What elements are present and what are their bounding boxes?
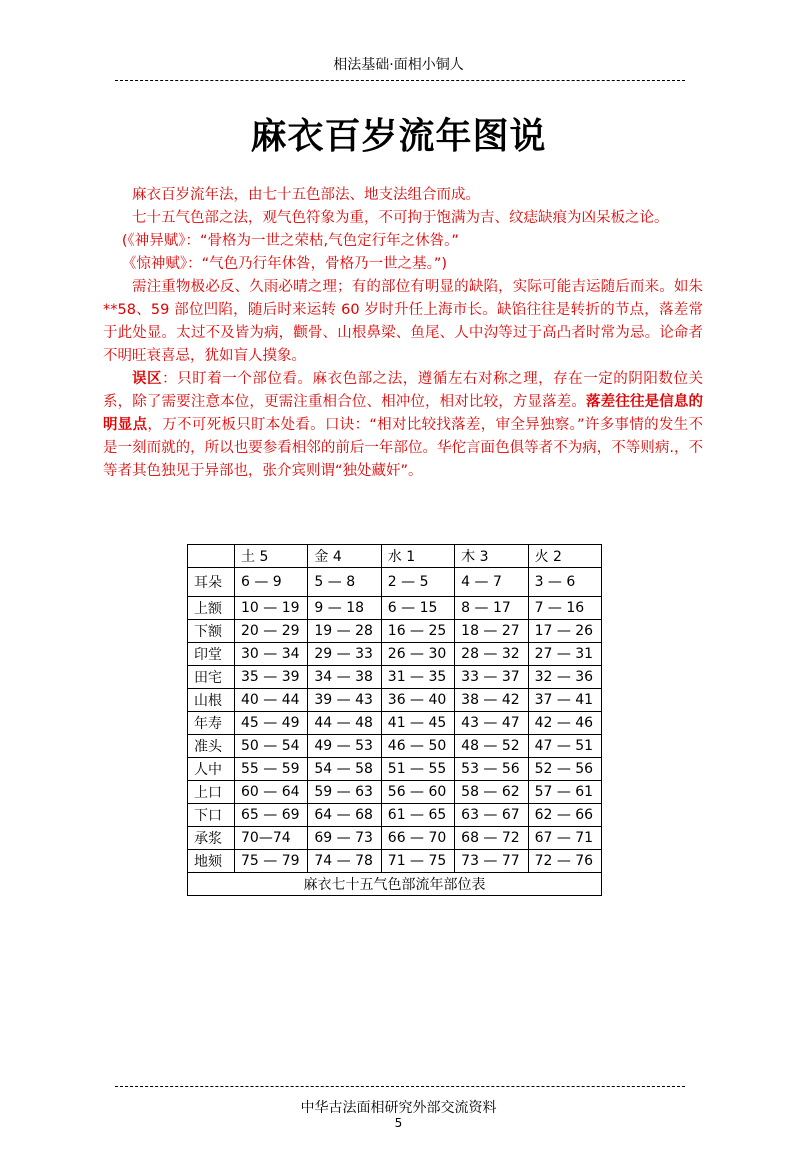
table-cell: 36 — 40 [381,689,454,712]
table-cell: 62 — 66 [528,804,601,827]
table-cell: 45 — 49 [235,712,308,735]
table-cell: 68 — 72 [455,827,528,850]
table-row-label: 准头 [188,735,235,758]
page-number: 5 [394,1116,403,1130]
table-row [188,620,602,643]
table-cell: 16 — 25 [381,620,454,643]
paragraph-1: 麻衣百岁流年法，由七十五色部法、地支法组合而成。 [132,187,480,203]
table-cell: 38 — 42 [455,689,528,712]
table-cell: 66 — 70 [381,827,454,850]
table-cell: 65 — 69 [235,804,308,827]
table-cell: 75 — 79 [235,850,308,873]
table-row-label: 年寿 [188,712,235,735]
table-cell: 6 — 9 [235,568,308,597]
table-row [188,597,602,620]
table-row-label: 山根 [188,689,235,712]
table-cell: 33 — 37 [455,666,528,689]
table-header-cell: 金 4 [308,545,381,568]
table-row [188,781,602,804]
table-row-label: 人中 [188,758,235,781]
table-header-cell [188,545,235,568]
table-cell: 64 — 68 [308,804,381,827]
table-header-row [188,545,602,568]
table-cell: 52 — 56 [528,758,601,781]
page-title: 麻衣百岁流年图说 [250,116,547,157]
paragraph-4: 《惊神赋》：“气色乃行年休咎，骨格乃一世之基。”) [121,256,448,272]
table-row-label: 上口 [188,781,235,804]
table-cell: 37 — 41 [528,689,601,712]
misconception-label: 误区 [132,371,163,387]
table-cell: 26 — 30 [381,643,454,666]
table-cell: 6 — 15 [381,597,454,620]
table-row-label: 承浆 [188,827,235,850]
table-cell: 30 — 34 [235,643,308,666]
table-cell: 48 — 52 [455,735,528,758]
table-cell: 27 — 31 [528,643,601,666]
table-cell: 73 — 77 [455,850,528,873]
table-cell: 70—74 [235,827,308,850]
paragraph-5: 需注重物极必反、久雨必晴之理；有的部位有明显的缺陷，实际可能吉运随后而来。如朱**58、59 部位凹陷，随后时来运转 60 岁时升任上海市长。缺馅往往是转折的节点，落差常于此处显。太过不及皆为病，颧骨、山根鼻梁、鱼尾、人中沟等过于高凸者时常为忌。论命者不明旺衰喜忌，犹如盲人摸象。 [103,279,703,364]
table-cell: 19 — 28 [308,620,381,643]
table-cell: 63 — 67 [455,804,528,827]
table-cell: 32 — 36 [528,666,601,689]
table-cell: 17 — 26 [528,620,601,643]
table-cell: 20 — 29 [235,620,308,643]
table-caption-row [188,873,602,896]
table-row [188,758,602,781]
table-row-label: 上额 [188,597,235,620]
paragraph-6 [103,368,703,483]
table-cell: 3 — 6 [528,568,601,597]
table-cell: 50 — 54 [235,735,308,758]
table-cell: 5 — 8 [308,568,381,597]
table-row [188,804,602,827]
table-cell: 72 — 76 [528,850,601,873]
paragraph-6-part-a: ：只盯着一个部位看。麻衣色部之法，遵循左右对称之理，存在一定的阴阳数位关系，除了需要注意本位，更需注重相合位、相冲位，相对比较，方显落差。 [103,371,704,410]
table-cell: 60 — 64 [235,781,308,804]
table-cell: 54 — 58 [308,758,381,781]
table-row [188,666,602,689]
table-cell: 10 — 19 [235,597,308,620]
table-row-label: 耳朵 [188,568,235,597]
table-cell: 59 — 63 [308,781,381,804]
table-cell: 39 — 43 [308,689,381,712]
table-header-cell: 水 1 [381,545,454,568]
table-cell: 57 — 61 [528,781,601,804]
table-header-cell: 土 5 [235,545,308,568]
table-row [188,850,602,873]
table-cell: 47 — 51 [528,735,601,758]
table-cell: 69 — 73 [308,827,381,850]
table-row [188,643,602,666]
table-cell: 40 — 44 [235,689,308,712]
body-text [103,184,703,483]
table-cell: 44 — 48 [308,712,381,735]
table-row [188,568,602,597]
table-row-label: 下额 [188,620,235,643]
table-cell: 67 — 71 [528,827,601,850]
flow-year-table [187,544,602,896]
header-title: 相法基础·面相小铜人 [333,57,464,73]
table-row [188,689,602,712]
table-header-cell: 木 3 [455,545,528,568]
table-cell: 56 — 60 [381,781,454,804]
paragraph-3: (《神异赋》：“骨格为一世之荣枯,气色定行年之休咎。” [121,233,459,249]
paragraph-2: 七十五气色部之法，观气色符象为重，不可拘于饱满为吉、纹痣缺痕为凶呆板之论。 [132,210,669,226]
table-caption: 麻衣七十五气色部流年部位表 [188,873,602,896]
table-header-cell: 火 2 [528,545,601,568]
table-row-label: 下口 [188,804,235,827]
table-cell: 34 — 38 [308,666,381,689]
table-row-label: 印堂 [188,643,235,666]
table-cell: 55 — 59 [235,758,308,781]
table-cell: 29 — 33 [308,643,381,666]
table-cell: 74 — 78 [308,850,381,873]
table-cell: 8 — 17 [455,597,528,620]
table-cell: 61 — 65 [381,804,454,827]
footer-text: 中华古法面相研究外部交流资料 [300,1100,497,1116]
paragraph-6-part-b: ，万不可死板只盯本处看。口诀：“相对比较找落差，审全异独察。”许多事情的发生不是一刻而就的，所以也要参看相邻的前后一年部位。华佗言面色俱等者不为病，不等则病.，不等者其色独见于异部也，张介宾则谓“独处藏奸”。 [103,417,704,479]
table-cell: 43 — 47 [455,712,528,735]
table-cell: 28 — 32 [455,643,528,666]
table-cell: 18 — 27 [455,620,528,643]
table-row [188,827,602,850]
table-cell: 42 — 46 [528,712,601,735]
paragraph-6-emphasis: 落差往往是信息的明显点 [103,394,704,433]
table-cell: 53 — 56 [455,758,528,781]
footer-divider [115,1086,685,1087]
table-cell: 9 — 18 [308,597,381,620]
table-cell: 58 — 62 [455,781,528,804]
header-divider [115,80,685,81]
table-cell: 4 — 7 [455,568,528,597]
table-cell: 51 — 55 [381,758,454,781]
table-cell: 71 — 75 [381,850,454,873]
table-cell: 35 — 39 [235,666,308,689]
table-cell: 31 — 35 [381,666,454,689]
table-row-label: 地颏 [188,850,235,873]
table-row-label: 田宅 [188,666,235,689]
table-cell: 2 — 5 [381,568,454,597]
table-cell: 41 — 45 [381,712,454,735]
table-cell: 49 — 53 [308,735,381,758]
table-row [188,735,602,758]
table-cell: 7 — 16 [528,597,601,620]
table-row [188,712,602,735]
table-cell: 46 — 50 [381,735,454,758]
